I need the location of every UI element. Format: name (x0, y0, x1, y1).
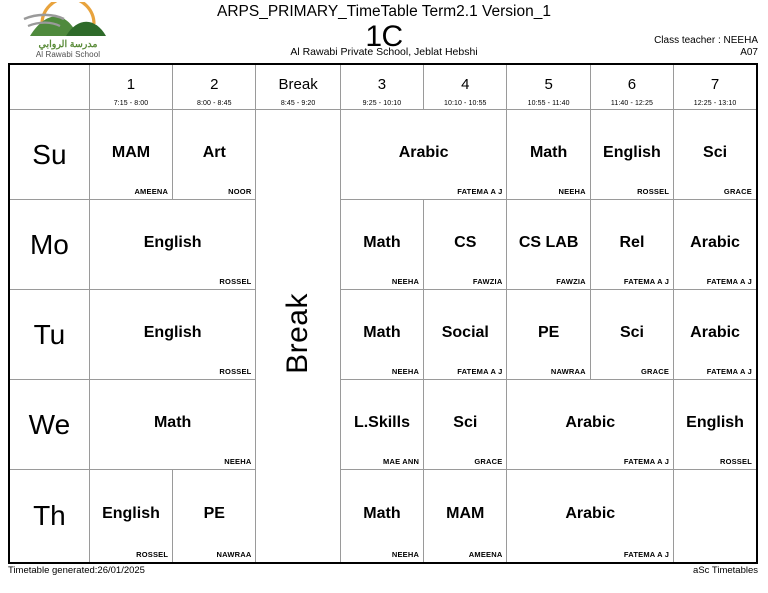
lesson-content (424, 470, 506, 562)
lesson-cell (89, 470, 172, 564)
lesson-content (674, 380, 756, 469)
timetable-row (9, 200, 757, 290)
subject-name: Math (153, 413, 192, 431)
teacher-name: NEEHA (224, 457, 252, 466)
period-time: 8:00 - 8:45 (197, 99, 232, 107)
lesson-content (591, 200, 673, 289)
teacher-name: ROSSEL (136, 550, 169, 559)
lesson-content (90, 200, 256, 289)
lesson-cell (507, 290, 590, 380)
lesson-cell (507, 380, 674, 470)
period-header-6 (590, 64, 673, 110)
day-label-mo: Mo (9, 200, 89, 290)
lesson-cell (89, 200, 256, 290)
product-name: aSc Timetables (693, 565, 758, 576)
teacher-name: NAWRAA (550, 367, 586, 376)
class-teacher-label: Class teacher : NEEHA (654, 35, 758, 46)
teacher-name: FATEMA A J (623, 550, 670, 559)
lesson-cell (89, 290, 256, 380)
teacher-name: FATEMA A J (457, 187, 503, 196)
subject-name: CS LAB (518, 233, 579, 251)
day-label-su: Su (9, 110, 89, 200)
teacher-name: FATEMA A J (706, 277, 752, 286)
lesson-cell (674, 380, 757, 470)
timetable-row (9, 290, 757, 380)
room-code: A07 (740, 46, 758, 58)
class-name: 1C (365, 20, 403, 53)
subject-name: English (102, 505, 160, 523)
teacher-name: ROSSEL (219, 277, 252, 286)
lesson-cell (507, 200, 590, 290)
period-number: 4 (461, 75, 470, 93)
period-header-3 (340, 64, 423, 110)
period-time: 9:25 - 10:10 (362, 99, 402, 107)
lesson-content (341, 290, 423, 379)
teacher-name: GRACE (641, 367, 670, 376)
lesson-content (341, 200, 423, 289)
teacher-name: FAWZIA (472, 277, 503, 286)
period-number: 2 (210, 75, 219, 93)
subject-name: PE (537, 323, 560, 341)
empty-cell (674, 470, 757, 564)
day-label-tu: Tu (9, 290, 89, 380)
lesson-cell (340, 470, 423, 564)
teacher-name: MAE ANN (383, 457, 420, 466)
lesson-content (591, 110, 673, 199)
lesson-content (90, 290, 256, 379)
lesson-cell (173, 470, 256, 564)
lesson-content (674, 290, 756, 379)
lesson-cell (674, 200, 757, 290)
page-header (0, 0, 768, 62)
period-time: 7:15 - 8:00 (113, 99, 149, 107)
lesson-content (507, 200, 589, 289)
lesson-cell (424, 200, 507, 290)
timetable-grid (8, 63, 758, 564)
class-teacher-info (654, 35, 758, 58)
subject-name: Arabic (565, 505, 616, 523)
lesson-content (90, 110, 172, 199)
lesson-content (507, 470, 673, 562)
lesson-cell (340, 110, 507, 200)
lesson-cell (590, 110, 673, 200)
lesson-content (674, 110, 756, 199)
period-time: 12:25 - 13:10 (693, 99, 737, 107)
subject-name: English (603, 143, 661, 161)
lesson-content (341, 110, 507, 199)
period-time: 11:40 - 12:25 (610, 99, 653, 107)
lesson-cell (89, 110, 172, 200)
lesson-cell (340, 380, 423, 470)
subject-name: Rel (619, 233, 645, 251)
lesson-cell (424, 470, 507, 564)
subject-name: CS (454, 233, 477, 251)
lesson-content (173, 470, 255, 562)
timetable-row (9, 470, 757, 564)
lesson-cell (674, 290, 757, 380)
subject-name: Art (202, 143, 226, 161)
lesson-content (424, 200, 506, 289)
period-time: 10:10 - 10:55 (444, 99, 487, 107)
subject-name: Arabic (398, 143, 449, 161)
lesson-cell (590, 200, 673, 290)
teacher-name: AMEENA (134, 187, 169, 196)
period-header-1 (89, 64, 172, 110)
lesson-content (90, 380, 256, 469)
subject-name: Sci (619, 323, 644, 341)
lesson-cell (173, 110, 256, 200)
lesson-content (173, 110, 255, 199)
teacher-name: FATEMA A J (457, 367, 503, 376)
page-footer (8, 565, 758, 577)
period-number: 7 (710, 75, 720, 93)
period-number: 3 (377, 75, 387, 93)
period-header-4 (424, 64, 507, 110)
timetable-row (9, 110, 757, 200)
subject-name: Sci (703, 143, 728, 161)
lesson-cell (507, 470, 674, 564)
teacher-name: NEEHA (391, 277, 420, 286)
subject-name: English (686, 413, 744, 431)
period-number: 6 (627, 75, 637, 93)
subject-name: Math (363, 505, 401, 523)
lesson-cell (590, 290, 673, 380)
subject-name: Math (363, 233, 401, 251)
teacher-name: ROSSEL (719, 457, 752, 466)
period-header-row (9, 64, 757, 110)
lesson-content (424, 380, 506, 469)
subject-name: English (143, 323, 202, 341)
lesson-content (674, 200, 756, 289)
period-header-break (256, 64, 340, 110)
subject-name: Arabic (690, 233, 740, 251)
teacher-name: NAWRAA (216, 550, 252, 559)
subject-name: Math (529, 143, 568, 161)
break-label: Break (281, 293, 315, 374)
teacher-name: AMEENA (468, 550, 503, 559)
day-label-we: We (9, 380, 89, 470)
subject-name: L.Skills (353, 413, 410, 431)
break-column-cell (256, 110, 340, 564)
teacher-name: NEEHA (558, 187, 586, 196)
teacher-name: FATEMA A J (706, 367, 752, 376)
subject-name: PE (203, 505, 225, 523)
teacher-name: GRACE (723, 187, 752, 196)
subject-name: Arabic (565, 413, 616, 431)
lesson-cell (340, 200, 423, 290)
lesson-cell (340, 290, 423, 380)
school-name: Al Rawabi Private School, Jeblat Hebshi (290, 46, 478, 58)
lesson-content (341, 380, 423, 469)
teacher-name: NEEHA (391, 367, 420, 376)
lesson-cell (424, 380, 507, 470)
generated-date: Timetable generated:26/01/2025 (8, 565, 145, 576)
lesson-content (507, 380, 673, 469)
teacher-name: ROSSEL (219, 367, 252, 376)
period-number: 1 (126, 75, 136, 93)
page-title: ARPS_PRIMARY_TimeTable Term2.1 Version_1 (217, 3, 551, 20)
teacher-name: NOOR (228, 187, 252, 196)
subject-name: English (143, 233, 202, 251)
period-number: 5 (544, 75, 553, 93)
subject-name: MAM (111, 143, 151, 161)
teacher-name: FATEMA A J (623, 457, 670, 466)
subject-name: Social (441, 323, 489, 341)
lesson-cell (674, 110, 757, 200)
timetable-row (9, 380, 757, 470)
period-time: 10:55 - 11:40 (527, 99, 570, 107)
lesson-cell (507, 110, 590, 200)
subject-name: Arabic (690, 323, 740, 341)
subject-name: Sci (453, 413, 478, 431)
subject-name: Math (363, 323, 401, 341)
subject-name: MAM (446, 505, 485, 523)
lesson-content (90, 470, 172, 562)
day-label-th: Th (9, 470, 89, 564)
teacher-name: FAWZIA (556, 277, 586, 286)
period-number: Break (278, 75, 318, 93)
teacher-name: ROSSEL (637, 187, 670, 196)
lesson-content (507, 290, 589, 379)
logo-arabic-name: مدرسة الرواﺑﻲ (38, 39, 98, 50)
period-header-5 (507, 64, 590, 110)
lesson-cell (89, 380, 256, 470)
lesson-content (341, 470, 423, 562)
period-time: 8:45 - 9:20 (280, 99, 316, 107)
logo-english-name: Al Rawabi School (35, 50, 101, 59)
grid-corner-cell (9, 64, 89, 110)
teacher-name: FATEMA A J (623, 277, 670, 286)
lesson-content (591, 290, 673, 379)
lesson-cell (424, 290, 507, 380)
period-header-7 (674, 64, 757, 110)
teacher-name: NEEHA (391, 550, 420, 559)
teacher-name: GRACE (474, 457, 503, 466)
lesson-content (507, 110, 589, 199)
lesson-content (424, 290, 506, 379)
period-header-2 (173, 64, 256, 110)
